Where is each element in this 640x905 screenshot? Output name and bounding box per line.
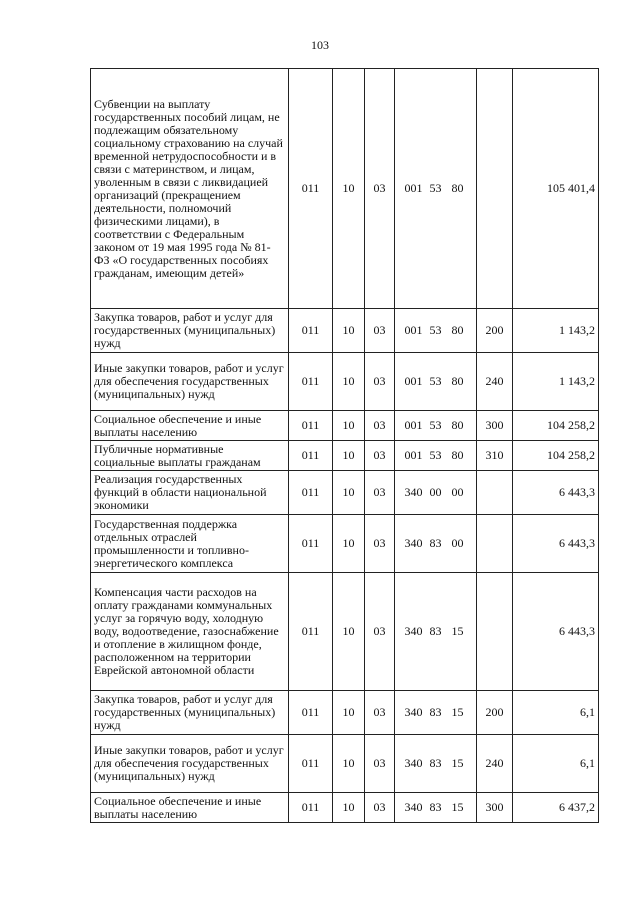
row-csr-1: 001: [404, 374, 423, 388]
row-vr: 310: [477, 441, 513, 471]
row-rz: 10: [333, 69, 365, 309]
row-csr: [395, 471, 477, 515]
row-grbs: 011: [289, 353, 333, 411]
row-grbs: 011: [289, 309, 333, 353]
row-csr-1: 001: [404, 448, 423, 462]
row-csr-2: 83: [429, 705, 442, 719]
row-csr: [395, 441, 477, 471]
row-vr: [477, 69, 513, 309]
row-csr-3: 15: [451, 756, 464, 770]
row-name: Субвенции на выплату государственных пособий лицам, не подлежащим обязательному социальному страхованию на случай временной нетрудоспособности и в связи с материнством, и лицам, уволенным в связи с ликвидацией организаций (прекращением деятельности, полномочий физическими лицами), в соответствии с Федеральным законом от 19 мая 1995 года № 81-ФЗ «О государственных пособиях гражданам, имеющим детей»: [91, 69, 289, 309]
row-csr-2: 53: [429, 181, 442, 195]
row-amount: 6 443,3: [513, 573, 599, 691]
table-row: [91, 691, 599, 735]
table-row: [91, 353, 599, 411]
row-csr: [395, 69, 477, 309]
row-grbs: 011: [289, 735, 333, 793]
table-row: [91, 411, 599, 441]
row-rz: 10: [333, 515, 365, 573]
row-grbs: 011: [289, 471, 333, 515]
row-csr-3: 80: [451, 448, 464, 462]
row-csr: [395, 691, 477, 735]
budget-table: [90, 68, 599, 823]
row-csr-1: 340: [404, 705, 423, 719]
row-csr: [395, 735, 477, 793]
row-rz: 10: [333, 691, 365, 735]
row-name: Социальное обеспечение и иные выплаты населению: [91, 411, 289, 441]
row-vr: 200: [477, 691, 513, 735]
row-amount: 104 258,2: [513, 411, 599, 441]
row-grbs: 011: [289, 69, 333, 309]
row-csr-2: 53: [429, 418, 442, 432]
row-vr: 200: [477, 309, 513, 353]
row-grbs: 011: [289, 441, 333, 471]
row-name: Иные закупки товаров, работ и услуг для обеспечения государственных (муниципальных) нужд: [91, 735, 289, 793]
row-csr-1: 001: [404, 418, 423, 432]
row-amount: 105 401,4: [513, 69, 599, 309]
row-csr-1: 340: [404, 485, 423, 499]
row-pr: 03: [365, 353, 395, 411]
row-vr: [477, 515, 513, 573]
table-row: [91, 515, 599, 573]
row-csr-2: 53: [429, 448, 442, 462]
row-csr: [395, 309, 477, 353]
table-row: [91, 573, 599, 691]
row-csr-3: 80: [451, 181, 464, 195]
row-rz: 10: [333, 411, 365, 441]
row-vr: [477, 573, 513, 691]
row-csr-1: 001: [404, 181, 423, 195]
row-pr: 03: [365, 441, 395, 471]
row-vr: 300: [477, 793, 513, 823]
row-pr: 03: [365, 69, 395, 309]
row-csr-2: 83: [429, 756, 442, 770]
row-amount: 6 437,2: [513, 793, 599, 823]
page-number: 103: [311, 38, 329, 52]
table-row: [91, 69, 599, 309]
row-vr: [477, 471, 513, 515]
row-name: Государственная поддержка отдельных отраслей промышленности и топливно-энергетического комплекса: [91, 515, 289, 573]
row-rz: 10: [333, 793, 365, 823]
row-name: Иные закупки товаров, работ и услуг для обеспечения государственных (муниципальных) нужд: [91, 353, 289, 411]
row-csr-3: 80: [451, 323, 464, 337]
table-row: [91, 309, 599, 353]
row-csr-1: 340: [404, 536, 423, 550]
row-name: Компенсация части расходов на оплату гражданами коммунальных услуг за горячую воду, холодную воду, водоотведение, газоснабжение и отопление в жилищном фонде, расположенном на территории Еврейской автономной области: [91, 573, 289, 691]
row-amount: 1 143,2: [513, 309, 599, 353]
row-csr-1: 340: [404, 624, 423, 638]
row-csr-3: 00: [451, 536, 464, 550]
row-rz: 10: [333, 309, 365, 353]
row-rz: 10: [333, 735, 365, 793]
row-csr-3: 15: [451, 624, 464, 638]
row-csr-2: 00: [429, 485, 442, 499]
table-row: [91, 793, 599, 823]
row-csr: [395, 353, 477, 411]
row-name: Социальное обеспечение и иные выплаты населению: [91, 793, 289, 823]
row-amount: 1 143,2: [513, 353, 599, 411]
row-csr-3: 80: [451, 418, 464, 432]
row-pr: 03: [365, 573, 395, 691]
row-csr-2: 83: [429, 800, 442, 814]
row-csr: [395, 411, 477, 441]
row-csr-1: 340: [404, 756, 423, 770]
row-csr-3: 15: [451, 705, 464, 719]
row-csr: [395, 515, 477, 573]
row-vr: 240: [477, 735, 513, 793]
row-pr: 03: [365, 309, 395, 353]
row-csr-2: 83: [429, 624, 442, 638]
row-grbs: 011: [289, 691, 333, 735]
row-grbs: 011: [289, 515, 333, 573]
row-rz: 10: [333, 471, 365, 515]
row-name: Публичные нормативные социальные выплаты гражданам: [91, 441, 289, 471]
row-csr-3: 00: [451, 485, 464, 499]
row-name: Закупка товаров, работ и услуг для государственных (муниципальных) нужд: [91, 309, 289, 353]
row-csr: [395, 793, 477, 823]
table-row: [91, 471, 599, 515]
row-csr-3: 15: [451, 800, 464, 814]
row-csr-1: 340: [404, 800, 423, 814]
row-pr: 03: [365, 471, 395, 515]
table-row: [91, 441, 599, 471]
row-rz: 10: [333, 353, 365, 411]
row-grbs: 011: [289, 573, 333, 691]
row-rz: 10: [333, 573, 365, 691]
row-csr-3: 80: [451, 374, 464, 388]
row-amount: 6 443,3: [513, 515, 599, 573]
row-amount: 104 258,2: [513, 441, 599, 471]
row-vr: 300: [477, 411, 513, 441]
row-vr: 240: [477, 353, 513, 411]
row-pr: 03: [365, 793, 395, 823]
row-rz: 10: [333, 441, 365, 471]
row-grbs: 011: [289, 411, 333, 441]
row-grbs: 011: [289, 793, 333, 823]
row-csr-1: 001: [404, 323, 423, 337]
row-pr: 03: [365, 411, 395, 441]
row-pr: 03: [365, 735, 395, 793]
row-amount: 6,1: [513, 735, 599, 793]
row-name: Реализация государственных функций в области национальной экономики: [91, 471, 289, 515]
row-amount: 6 443,3: [513, 471, 599, 515]
row-csr: [395, 573, 477, 691]
row-csr-2: 83: [429, 536, 442, 550]
row-csr-2: 53: [429, 323, 442, 337]
row-name: Закупка товаров, работ и услуг для государственных (муниципальных) нужд: [91, 691, 289, 735]
row-csr-2: 53: [429, 374, 442, 388]
row-pr: 03: [365, 515, 395, 573]
row-amount: 6,1: [513, 691, 599, 735]
table-row: [91, 735, 599, 793]
row-pr: 03: [365, 691, 395, 735]
